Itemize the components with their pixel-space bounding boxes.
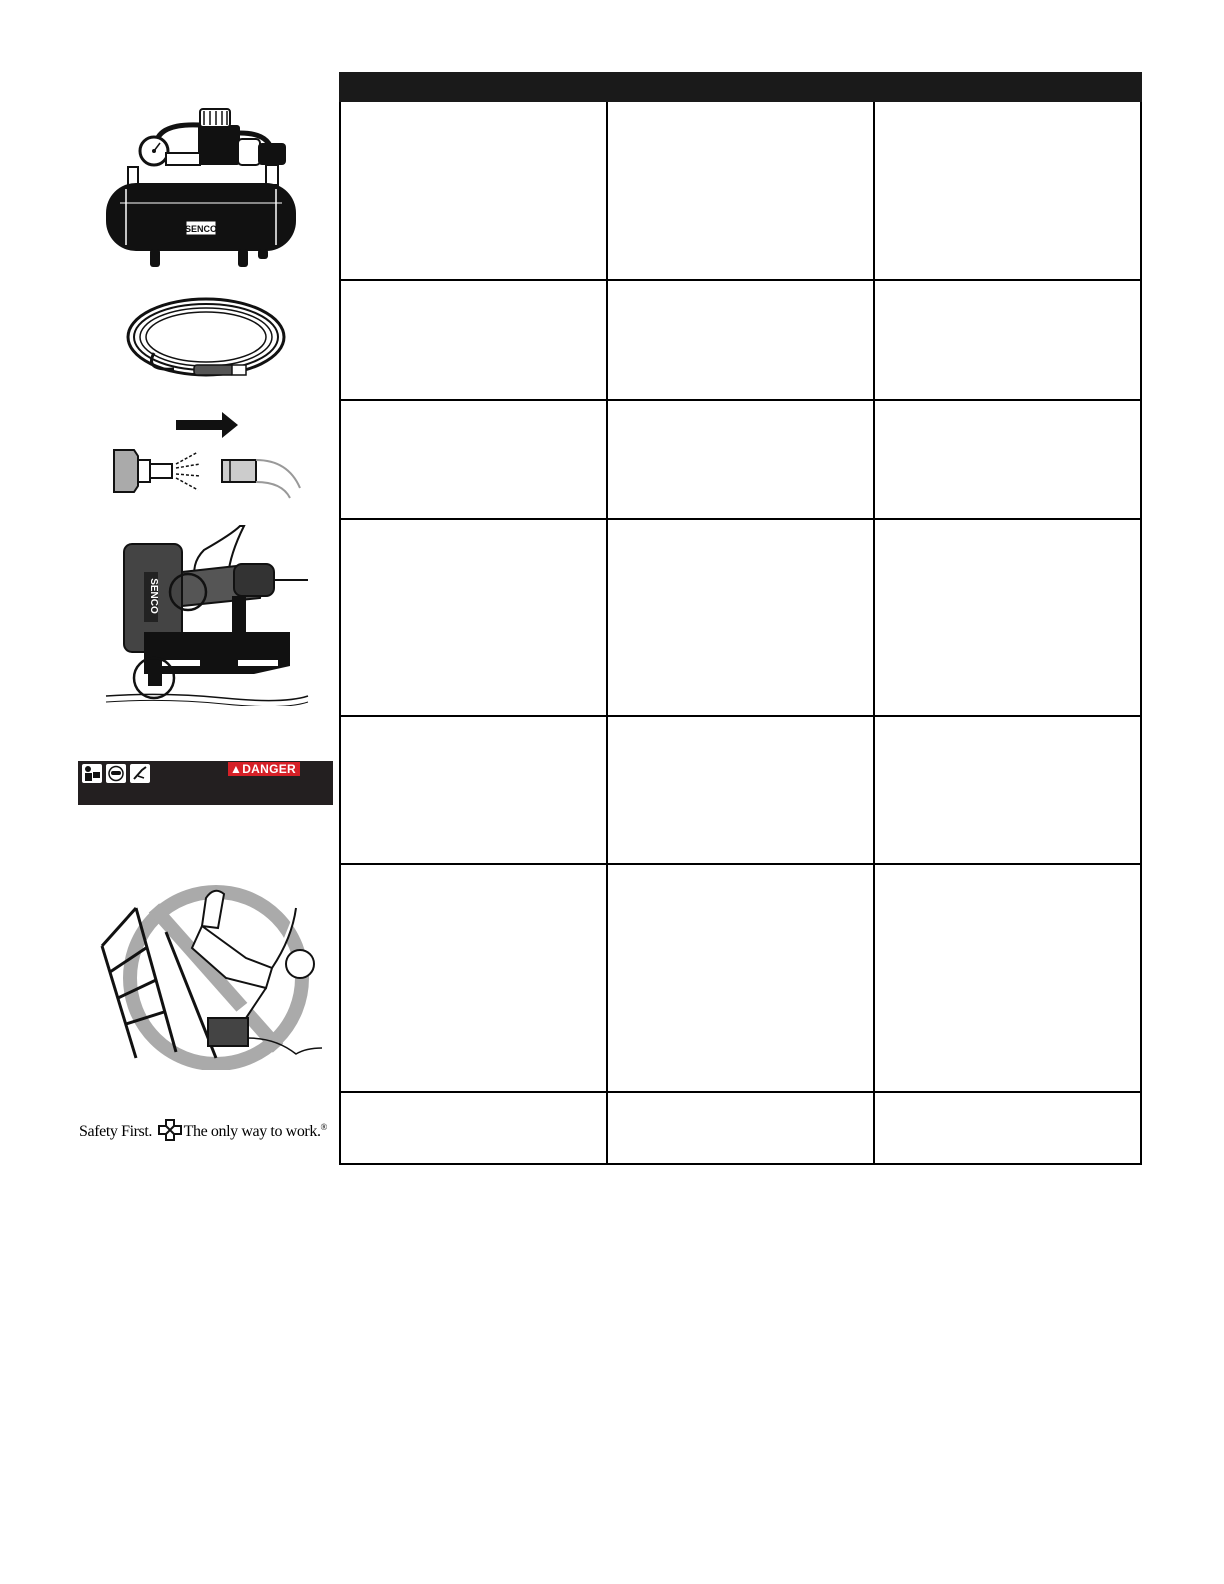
table-header <box>339 72 1142 102</box>
registered-mark: ® <box>320 1121 327 1132</box>
table-cell <box>341 865 606 1091</box>
table-cell <box>873 281 1140 399</box>
table-body <box>339 102 1142 1165</box>
table-row <box>341 399 1140 518</box>
air-hose-illustration <box>124 293 289 391</box>
no-trigger-icon <box>130 764 150 783</box>
table-row <box>341 1091 1140 1163</box>
table-cell <box>606 401 873 518</box>
table-cell <box>341 102 606 279</box>
safety-slogan <box>79 1119 341 1146</box>
table-row <box>341 863 1140 1091</box>
table-cell <box>873 865 1140 1091</box>
danger-signal-word: ▲DANGER <box>228 762 300 776</box>
table-cell <box>606 717 873 863</box>
danger-warning-label <box>78 761 333 805</box>
table-cell <box>873 1093 1140 1163</box>
table-cell <box>341 1093 606 1163</box>
safety-cross-icon <box>158 1119 182 1146</box>
safety-table <box>339 72 1142 1165</box>
nailer-illustration <box>104 524 310 706</box>
table-row <box>341 518 1140 715</box>
table-cell <box>606 520 873 715</box>
table-cell <box>606 865 873 1091</box>
table-cell <box>341 520 606 715</box>
table-cell <box>341 717 606 863</box>
table-cell <box>606 281 873 399</box>
read-manual-icon <box>82 764 102 783</box>
table-cell <box>873 401 1140 518</box>
table-row <box>341 279 1140 399</box>
table-cell <box>341 281 606 399</box>
table-cell <box>873 717 1140 863</box>
table-cell <box>341 401 606 518</box>
table-cell <box>606 1093 873 1163</box>
coupler-disconnect-illustration <box>110 408 305 500</box>
compressor-brand: SENCO <box>184 224 218 234</box>
table-cell <box>606 102 873 279</box>
slogan-part-1: Safety First. <box>79 1123 153 1141</box>
table-cell <box>873 102 1140 279</box>
slogan-part-2: The only way to work. <box>183 1123 321 1141</box>
eye-protection-icon <box>106 764 126 783</box>
table-row <box>341 715 1140 863</box>
warning-triangle-icon: ▲ <box>230 762 243 776</box>
tool-brand: SENCO <box>148 578 159 614</box>
no-ladder-misuse-illustration <box>96 868 328 1070</box>
air-compressor-illustration <box>100 105 300 275</box>
table-row <box>341 102 1140 279</box>
table-cell <box>873 520 1140 715</box>
